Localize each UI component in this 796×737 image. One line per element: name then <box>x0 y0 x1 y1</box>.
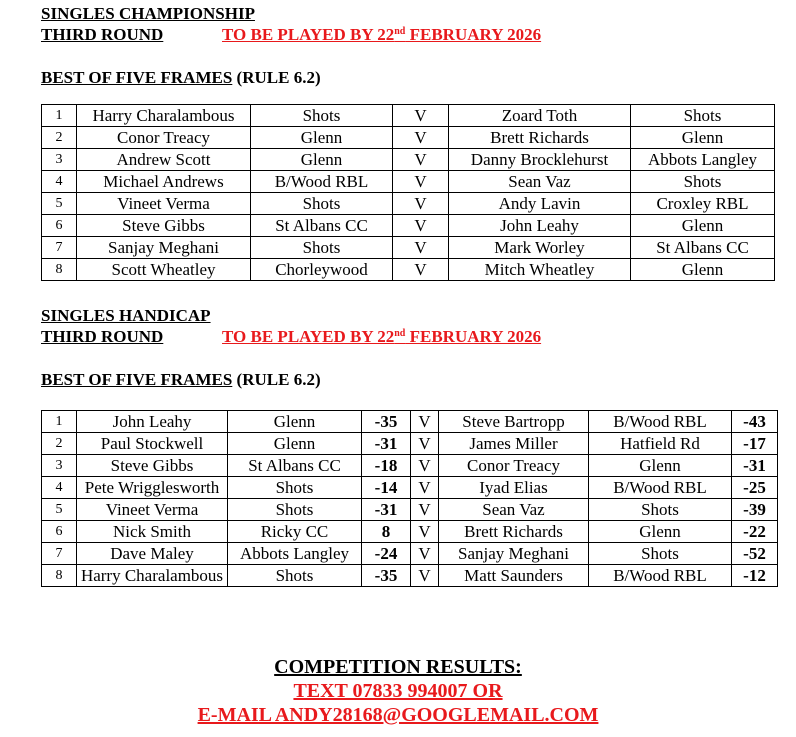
player-one: Nick Smith <box>77 521 228 543</box>
deadline-text: TO BE PLAYED BY 22 <box>222 25 395 44</box>
match-number: 4 <box>42 171 77 193</box>
club-one: Shots <box>228 565 362 587</box>
player-one: Sanjay Meghani <box>77 237 251 259</box>
handicap-deadline <box>222 327 541 347</box>
player-two: Danny Brocklehurst <box>449 149 631 171</box>
championship-title: SINGLES CHAMPIONSHIP <box>41 4 255 23</box>
club-two: Hatfield Rd <box>589 433 732 455</box>
deadline-suffix: nd <box>394 26 406 37</box>
handicap-one: 8 <box>362 521 411 543</box>
results-email-line: E-MAIL ANDY28168@GOOGLEMAIL.COM <box>197 704 599 726</box>
player-two: Brett Richards <box>439 521 589 543</box>
club-one: St Albans CC <box>251 215 393 237</box>
club-one: Shots <box>228 499 362 521</box>
player-one: Steve Gibbs <box>77 215 251 237</box>
player-two: Iyad Elias <box>439 477 589 499</box>
club-two: Glenn <box>631 259 775 281</box>
club-two: Croxley RBL <box>631 193 775 215</box>
handicap-two: -52 <box>732 543 778 565</box>
table-row <box>42 237 775 259</box>
format-label: BEST OF FIVE FRAMES <box>41 370 233 389</box>
match-number: 7 <box>42 543 77 565</box>
club-one: Shots <box>251 237 393 259</box>
match-number: 8 <box>42 259 77 281</box>
handicap-round: THIRD ROUND <box>41 327 164 346</box>
player-one: Dave Maley <box>77 543 228 565</box>
match-number: 5 <box>42 193 77 215</box>
player-one: Scott Wheatley <box>77 259 251 281</box>
player-one: John Leahy <box>77 411 228 433</box>
handicap-one: -31 <box>362 433 411 455</box>
match-number: 5 <box>42 499 77 521</box>
club-two: Abbots Langley <box>631 149 775 171</box>
table-row <box>42 105 775 127</box>
match-number: 6 <box>42 215 77 237</box>
match-number: 4 <box>42 477 77 499</box>
versus: V <box>393 237 449 259</box>
match-number: 3 <box>42 149 77 171</box>
handicap-two: -31 <box>732 455 778 477</box>
club-one: Glenn <box>251 149 393 171</box>
club-one: Abbots Langley <box>228 543 362 565</box>
championship-table <box>41 104 775 281</box>
club-one: B/Wood RBL <box>251 171 393 193</box>
player-two: Matt Saunders <box>439 565 589 587</box>
match-number: 2 <box>42 433 77 455</box>
handicap-title: SINGLES HANDICAP <box>41 306 211 325</box>
versus: V <box>411 477 439 499</box>
player-two: Zoard Toth <box>449 105 631 127</box>
handicap-two: -12 <box>732 565 778 587</box>
table-row <box>42 193 775 215</box>
club-one: Glenn <box>228 433 362 455</box>
table-row <box>42 521 778 543</box>
club-two: Shots <box>589 543 732 565</box>
match-number: 8 <box>42 565 77 587</box>
handicap-two: -39 <box>732 499 778 521</box>
match-number: 6 <box>42 521 77 543</box>
versus: V <box>411 543 439 565</box>
club-one: Shots <box>251 105 393 127</box>
handicap-one: -14 <box>362 477 411 499</box>
results-heading: COMPETITION RESULTS: <box>274 656 522 678</box>
player-two: Sean Vaz <box>439 499 589 521</box>
table-row <box>42 215 775 237</box>
versus: V <box>411 499 439 521</box>
player-two: Steve Bartropp <box>439 411 589 433</box>
format-label: BEST OF FIVE FRAMES <box>41 68 233 87</box>
table-row <box>42 433 778 455</box>
deadline-text-end: FEBRUARY 2026 <box>405 25 542 44</box>
club-one: St Albans CC <box>228 455 362 477</box>
player-one: Michael Andrews <box>77 171 251 193</box>
club-two: Glenn <box>631 215 775 237</box>
versus: V <box>393 105 449 127</box>
handicap-two: -25 <box>732 477 778 499</box>
championship-round: THIRD ROUND <box>41 25 164 44</box>
handicap-one: -35 <box>362 565 411 587</box>
format-rule: (RULE 6.2) <box>232 370 321 389</box>
player-one: Conor Treacy <box>77 127 251 149</box>
match-number: 1 <box>42 411 77 433</box>
table-row <box>42 455 778 477</box>
versus: V <box>411 433 439 455</box>
club-one: Shots <box>251 193 393 215</box>
handicap-two: -43 <box>732 411 778 433</box>
club-two: B/Wood RBL <box>589 565 732 587</box>
player-two: Sean Vaz <box>449 171 631 193</box>
player-two: Conor Treacy <box>439 455 589 477</box>
versus: V <box>393 149 449 171</box>
player-two: James Miller <box>439 433 589 455</box>
format-rule: (RULE 6.2) <box>232 68 321 87</box>
championship-deadline <box>222 25 541 45</box>
club-two: St Albans CC <box>631 237 775 259</box>
club-two: Glenn <box>589 521 732 543</box>
club-one: Chorleywood <box>251 259 393 281</box>
club-one: Ricky CC <box>228 521 362 543</box>
handicap-two: -22 <box>732 521 778 543</box>
handicap-one: -35 <box>362 411 411 433</box>
championship-format <box>41 68 321 88</box>
club-two: B/Wood RBL <box>589 477 732 499</box>
handicap-one: -24 <box>362 543 411 565</box>
deadline-text-end: FEBRUARY 2026 <box>405 327 542 346</box>
player-two: Brett Richards <box>449 127 631 149</box>
table-row <box>42 127 775 149</box>
handicap-one: -31 <box>362 499 411 521</box>
match-number: 3 <box>42 455 77 477</box>
match-number: 7 <box>42 237 77 259</box>
player-two: Andy Lavin <box>449 193 631 215</box>
table-row <box>42 499 778 521</box>
player-one: Vineet Verma <box>77 499 228 521</box>
player-one: Andrew Scott <box>77 149 251 171</box>
club-one: Glenn <box>251 127 393 149</box>
versus: V <box>393 259 449 281</box>
match-number: 2 <box>42 127 77 149</box>
club-two: Glenn <box>631 127 775 149</box>
player-one: Paul Stockwell <box>77 433 228 455</box>
table-row <box>42 565 778 587</box>
match-number: 1 <box>42 105 77 127</box>
club-two: Shots <box>589 499 732 521</box>
club-two: Shots <box>631 171 775 193</box>
player-one: Steve Gibbs <box>77 455 228 477</box>
results-text-line: TEXT 07833 994007 OR <box>293 680 503 702</box>
handicap-format <box>41 370 321 390</box>
club-one: Glenn <box>228 411 362 433</box>
versus: V <box>393 127 449 149</box>
versus: V <box>411 411 439 433</box>
versus: V <box>411 521 439 543</box>
player-two: Mitch Wheatley <box>449 259 631 281</box>
deadline-suffix: nd <box>394 328 406 339</box>
club-two: B/Wood RBL <box>589 411 732 433</box>
table-row <box>42 149 775 171</box>
table-row <box>42 477 778 499</box>
handicap-one: -18 <box>362 455 411 477</box>
versus: V <box>393 171 449 193</box>
player-one: Pete Wrigglesworth <box>77 477 228 499</box>
table-row <box>42 259 775 281</box>
club-one: Shots <box>228 477 362 499</box>
table-row <box>42 543 778 565</box>
player-two: Sanjay Meghani <box>439 543 589 565</box>
handicap-table <box>41 410 778 587</box>
deadline-text: TO BE PLAYED BY 22 <box>222 327 395 346</box>
club-two: Shots <box>631 105 775 127</box>
versus: V <box>393 193 449 215</box>
player-two: Mark Worley <box>449 237 631 259</box>
club-two: Glenn <box>589 455 732 477</box>
table-row <box>42 171 775 193</box>
versus: V <box>393 215 449 237</box>
player-one: Harry Charalambous <box>77 565 228 587</box>
player-two: John Leahy <box>449 215 631 237</box>
versus: V <box>411 455 439 477</box>
table-row <box>42 411 778 433</box>
handicap-two: -17 <box>732 433 778 455</box>
player-one: Vineet Verma <box>77 193 251 215</box>
versus: V <box>411 565 439 587</box>
player-one: Harry Charalambous <box>77 105 251 127</box>
